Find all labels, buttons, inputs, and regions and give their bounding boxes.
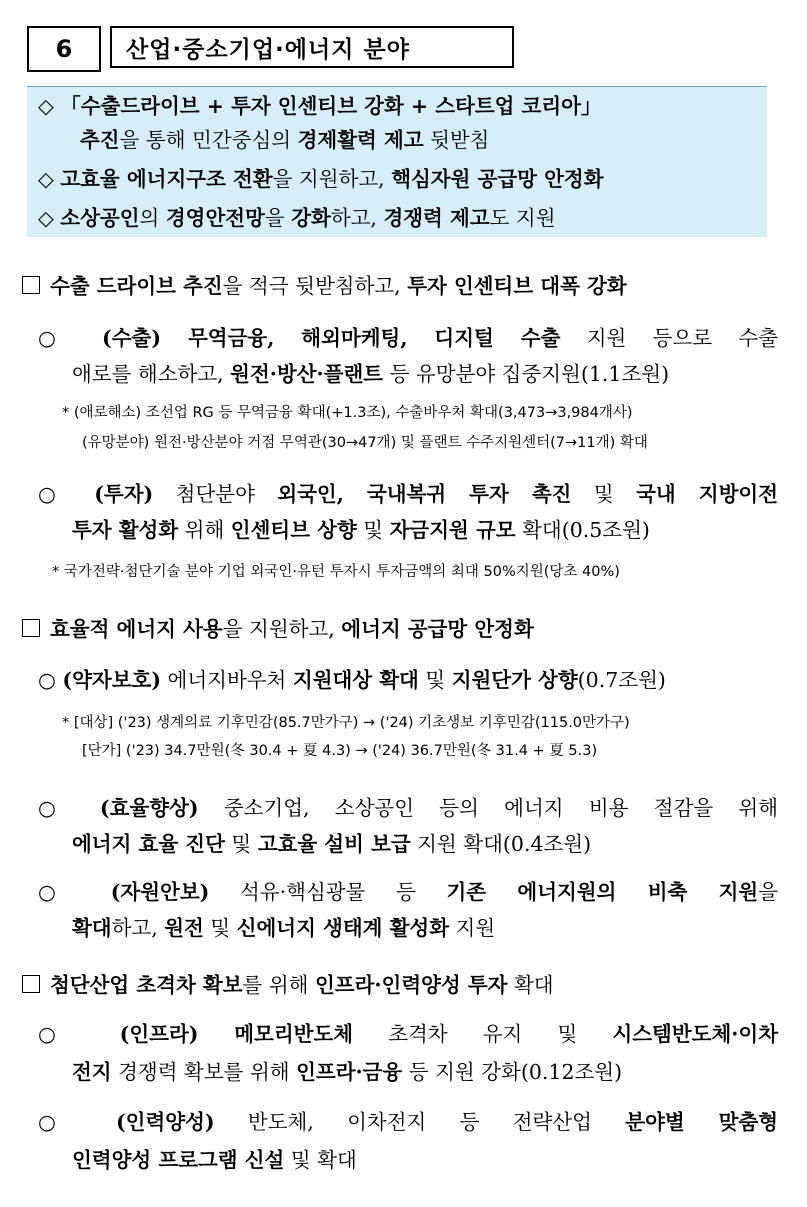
item-line xyxy=(38,480,778,508)
text-run: 국내 지방이전 xyxy=(636,482,778,506)
item-line xyxy=(38,794,778,822)
text-run: 효율적 에너지 사용 xyxy=(50,617,223,641)
footnote: * 국가전략·첨단기술 분야 기업 외국인·유턴 투자시 투자금액의 최대 50%지원(당초 40%) xyxy=(52,564,620,580)
item-line xyxy=(38,1020,778,1048)
text-run: 신에너지 생태계 활성화 xyxy=(236,916,450,940)
text-run: (0.12조원) xyxy=(520,1060,623,1084)
item-line xyxy=(38,666,666,694)
text-run: 를 위해 xyxy=(242,973,315,997)
text-run: 확대 xyxy=(507,973,554,997)
circle-bullet-icon: ○ xyxy=(38,482,95,506)
checkbox-bullet-icon xyxy=(22,975,40,993)
item-line xyxy=(72,830,591,858)
text-run: 인력양성 프로그램 신설 xyxy=(72,1148,285,1172)
text-run: 을 지원하고, xyxy=(222,617,342,641)
text-run: 확대 xyxy=(72,916,112,940)
summary-line xyxy=(38,165,604,193)
text-run: 및 확대 xyxy=(284,1148,357,1172)
text-run: 을 적극 뒷받침하고, xyxy=(222,274,408,298)
text-run: 도 지원 xyxy=(489,206,556,230)
section-title-box xyxy=(110,26,514,68)
item-line xyxy=(72,914,495,942)
text-run: 중소기업, 소상공인 등의 에너지 비용 절감을 위해 xyxy=(198,796,778,820)
text-run: 및 xyxy=(203,916,237,940)
text-run: 원전 xyxy=(164,916,204,940)
text-run: 고효율 설비 보급 xyxy=(257,832,411,856)
text-run: (인력양성) xyxy=(115,1110,215,1134)
text-run: 인프라·금융 xyxy=(296,1060,403,1084)
text-run: 전지 xyxy=(72,1060,112,1084)
text-run: (1.1조원) xyxy=(580,362,670,386)
text-run: 강화 xyxy=(291,206,331,230)
checkbox-bullet-icon xyxy=(22,619,40,637)
text-run: 추진 xyxy=(80,128,120,152)
item-line xyxy=(72,516,650,544)
text-run: 지원 확대 xyxy=(410,832,503,856)
section-heading xyxy=(22,615,534,643)
text-run: 초격차 유지 및 xyxy=(353,1022,613,1046)
diamond-bullet-icon: ◇ xyxy=(38,94,61,118)
text-run: (효율향상) xyxy=(99,796,199,820)
text-run: 첨단산업 초격차 확보 xyxy=(50,973,243,997)
text-run: 첨단분야 xyxy=(153,482,278,506)
circle-bullet-icon: ○ xyxy=(38,880,111,904)
summary-line xyxy=(38,204,556,232)
text-run: 석유·핵심광물 등 xyxy=(209,880,447,904)
circle-bullet-icon: ○ xyxy=(38,1110,116,1134)
text-run: 외국인, 국내복귀 투자 촉진 xyxy=(277,482,572,506)
footnote: (유망분야) 원전·방산분야 거점 무역관(30→47개) 및 플랜트 수주지원센터(7→11개) 확대 xyxy=(82,435,648,451)
text-run: 등 유망분야 집중지원 xyxy=(383,362,581,386)
section-heading xyxy=(22,272,627,300)
text-run: 「수출드라이브 + 투자 인센티브 강화 + 스타트업 코리아」 xyxy=(60,94,602,118)
text-run: 인센티브 상향 xyxy=(230,518,357,542)
section-heading xyxy=(22,971,554,999)
text-run: (0.7조원) xyxy=(577,668,666,692)
text-run: 분야별 맞춤형 xyxy=(625,1110,779,1134)
footnote: * [대상] ('23) 생계의료 기후민감(85.7만가구) → ('24) 기초생보 기후민감(115.0만가구) xyxy=(62,715,630,731)
text-run: 을 xyxy=(758,880,779,904)
text-run: 경쟁력 제고 xyxy=(383,206,490,230)
text-run: 및 xyxy=(571,482,637,506)
section-title: 산업·중소기업·에너지 분야 xyxy=(126,36,410,63)
text-run: 투자 인센티브 대폭 강화 xyxy=(407,274,627,298)
checkbox-bullet-icon xyxy=(22,276,40,294)
text-run: (투자) xyxy=(94,482,154,506)
text-run: 하고, xyxy=(330,206,384,230)
diamond-bullet-icon: ◇ xyxy=(38,167,61,191)
text-run: 애로를 해소하고, xyxy=(72,362,231,386)
text-run: 확대 xyxy=(515,518,562,542)
item-line xyxy=(38,324,778,352)
text-run: 의 xyxy=(139,206,166,230)
text-run: 및 xyxy=(418,668,452,692)
footnote: * (애로해소) 조선업 RG 등 무역금융 확대(+1.3조), 수출바우처 확대(3,473→3,984개사) xyxy=(62,405,633,421)
text-run: 하고, xyxy=(111,916,165,940)
item-line xyxy=(72,1058,622,1086)
text-run: 원전·방산·플랜트 xyxy=(230,362,384,386)
text-run: 경제활력 제고 xyxy=(297,128,424,152)
item-line xyxy=(72,360,669,388)
item-line xyxy=(72,1146,357,1174)
text-run: 시스템반도체·이차 xyxy=(612,1022,778,1046)
text-run: 지원 등으로 수출 xyxy=(560,326,779,350)
text-run: 을 지원하고, xyxy=(272,167,392,191)
diamond-bullet-icon: ◇ xyxy=(38,206,61,230)
text-run: (약자보호) xyxy=(62,668,162,692)
text-run: (0.5조원) xyxy=(561,518,650,542)
circle-bullet-icon: ○ xyxy=(38,668,63,692)
text-run: 경영안전망 xyxy=(165,206,265,230)
item-line xyxy=(38,878,778,906)
text-run: 에너지바우처 xyxy=(161,668,293,692)
text-run: 을 xyxy=(264,206,292,230)
circle-bullet-icon: ○ xyxy=(38,326,103,350)
item-line xyxy=(38,1108,778,1136)
text-run: 반도체, 이차전지 등 전략산업 xyxy=(214,1110,626,1134)
text-run: 소상공인 xyxy=(60,206,140,230)
text-run: 기존 에너지원의 비축 지원 xyxy=(446,880,759,904)
section-number-box xyxy=(27,26,101,72)
footnote: [단가] ('23) 34.7만원(冬 30.4 + 夏 4.3) → ('24) 36.7만원(冬 31.4 + 夏 5.3) xyxy=(82,743,598,759)
text-run: (자원안보) xyxy=(110,880,210,904)
text-run: 투자 활성화 xyxy=(72,518,179,542)
circle-bullet-icon: ○ xyxy=(38,1022,120,1046)
section-number: 6 xyxy=(55,35,73,63)
text-run: 등 지원 강화 xyxy=(402,1060,521,1084)
text-run: (인프라) 메모리반도체 xyxy=(119,1022,354,1046)
circle-bullet-icon: ○ xyxy=(38,796,100,820)
text-run: (0.4조원) xyxy=(502,832,592,856)
text-run: 지원 xyxy=(449,916,496,940)
text-run: 에너지 공급망 안정화 xyxy=(341,617,534,641)
text-run: (수출) 무역금융, 해외마케팅, 디지털 수출 xyxy=(102,326,561,350)
text-run: 지원단가 상향 xyxy=(451,668,578,692)
text-run: 지원대상 확대 xyxy=(292,668,419,692)
text-run: 경쟁력 확보를 위해 xyxy=(111,1060,297,1084)
text-run: 수출 드라이브 추진 xyxy=(50,274,223,298)
text-run: 에너지 효율 진단 xyxy=(72,832,225,856)
text-run: 뒷받침 xyxy=(423,128,490,152)
text-run: 및 xyxy=(224,832,258,856)
summary-line xyxy=(38,92,601,120)
text-run: 자금지원 규모 xyxy=(389,518,516,542)
text-run: 및 xyxy=(356,518,390,542)
text-run: 인프라·인력양성 투자 xyxy=(314,973,508,997)
text-run: 을 통해 민간중심의 xyxy=(119,128,298,152)
text-run: 고효율 에너지구조 전환 xyxy=(60,167,273,191)
text-run: 핵심자원 공급망 안정화 xyxy=(391,167,604,191)
summary-line xyxy=(80,126,490,154)
text-run: 위해 xyxy=(178,518,231,542)
